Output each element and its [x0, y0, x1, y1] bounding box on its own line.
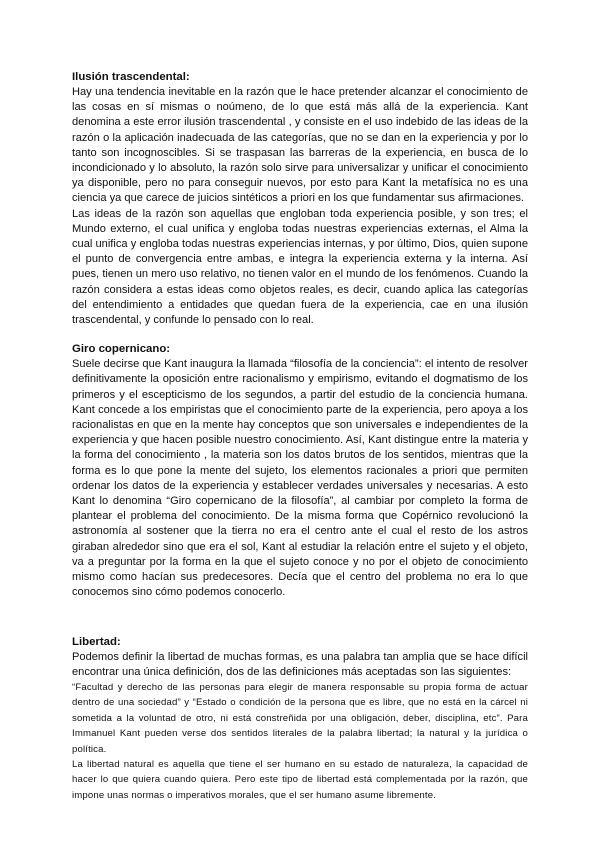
- paragraph: Hay una tendencia inevitable en la razón que le hace pretender alcanzar el conocimiento de las cosas en sí mismas o noúmeno, de lo que está más allá de la experiencia. Kant denomina a este error ilusión trascendental , y consiste en el uso indebido de las ideas de la razón o la aplicación inadecuada de las categorías, que no se dan en la experiencia y por lo tanto son incognoscibles. Si se traspasan las barreras de la experiencia, en busca de lo incondicionado y lo absoluto, la razón solo sirve para universalizar y unificar el conocimiento ya disponible, pero no para conseguir nuevos, por esto para Kant la metafísica no es una ciencia ya que carece de juicios sintéticos a priori en los que fundamentar sus afirmaciones.: [72, 86, 528, 205]
- section-ilusion-trascendental: [72, 70, 528, 328]
- quote-paragraph: “Facultad y derecho de las personas para elegir de manera responsable su propia forma de actuar dentro de una sociedad” y “Estado o condición de la persona que es libre, que no está en la cárcel ni sometida a la voluntad de otro, ni está constreñida por una obligación, deber, disciplina, etc”. Para Immanuel Kant pueden verse dos sentidos literales de la palabra libertad; la natural y la jurídica o política.: [72, 681, 528, 755]
- paragraph: Suele decirse que Kant inaugura la llamada “filosofía de la conciencia”: el intento de resolver definitivamente la oposición entre racionalismo y empirismo, evitando el dogmatismo de los primeros y el escepticismo de los segundos, a partir del estudio de la conciencia humana. Kant concede a los empiristas que el conocimiento parte de la experiencia, pero apoya a los racionalistas en que en la mente hay conceptos que son universales e independientes de la experiencia y que hacen posible nuestro conocimiento. Así, Kant distingue entre la materia y la forma del conocimiento , la materia son los datos brutos de los sentidos, mientras que la forma es lo que pone la mente del sujeto, los elementos racionales a priori que permiten ordenar los datos de la experiencia y establecer verdades universales y necesarias. A esto Kant lo denomina “Giro copernicano de la filosofía”, al cambiar por completo la forma de plantear el problema del conocimiento. De la misma forma que Copérnico revolucionó la astronomía al sostener que la tierra no era el centro ante el cual el resto de los astros giraban alrededor sino que era el sol, Kant al estudiar la relación entre el sujeto y el objeto, va a preguntar por la forma en la que el sujeto conoce y no por el objeto de conocimiento mismo como hacían sus predecesores. Decía que el centro del problema no era lo que conocemos sino cómo podemos conocerlo.: [72, 358, 528, 599]
- section-giro-copernicano: [72, 342, 528, 600]
- section-heading: Ilusión trascendental:: [72, 71, 190, 83]
- section-heading: Giro copernicano:: [72, 343, 171, 356]
- section-heading: Libertad:: [72, 635, 121, 648]
- section-libertad: [72, 635, 528, 804]
- paragraph: La libertad natural es aquella que tiene el ser humano en su estado de naturaleza, la capacidad de hacer lo que quiera cuando quiera. Pero este tipo de libertad está complementada por la razón, que impone unas normas o imperativos morales, que el ser humano asume libremente.: [72, 758, 528, 801]
- paragraph: Las ideas de la razón son aquellas que engloban toda experiencia posible, y son tres; el Mundo externo, el cual unifica y engloba todas nuestras experiencias externas, el Alma la cual unifica y engloba todas nuestras experiencias internas, y por último, Dios, quien supone el punto de convergencia entre ambas, e integra la experiencia externa y la interna. Así pues, tienen un mero uso relativo, no tienen valor en el mundo de los fenómenos. Cuando la razón considera a estas ideas como objetos reales, es decir, cuando aplica las categorías del entendimiento a entidades que quedan fuera de la experiencia, cae en una ilusión trascendental, y confunde lo pensado con lo real.: [72, 207, 528, 327]
- paragraph: Podemos definir la libertad de muchas formas, es una palabra tan amplia que se hace difícil encontrar una única definición, dos de las definiciones más aceptadas son las siguientes:: [72, 650, 528, 678]
- document-page: [72, 70, 528, 803]
